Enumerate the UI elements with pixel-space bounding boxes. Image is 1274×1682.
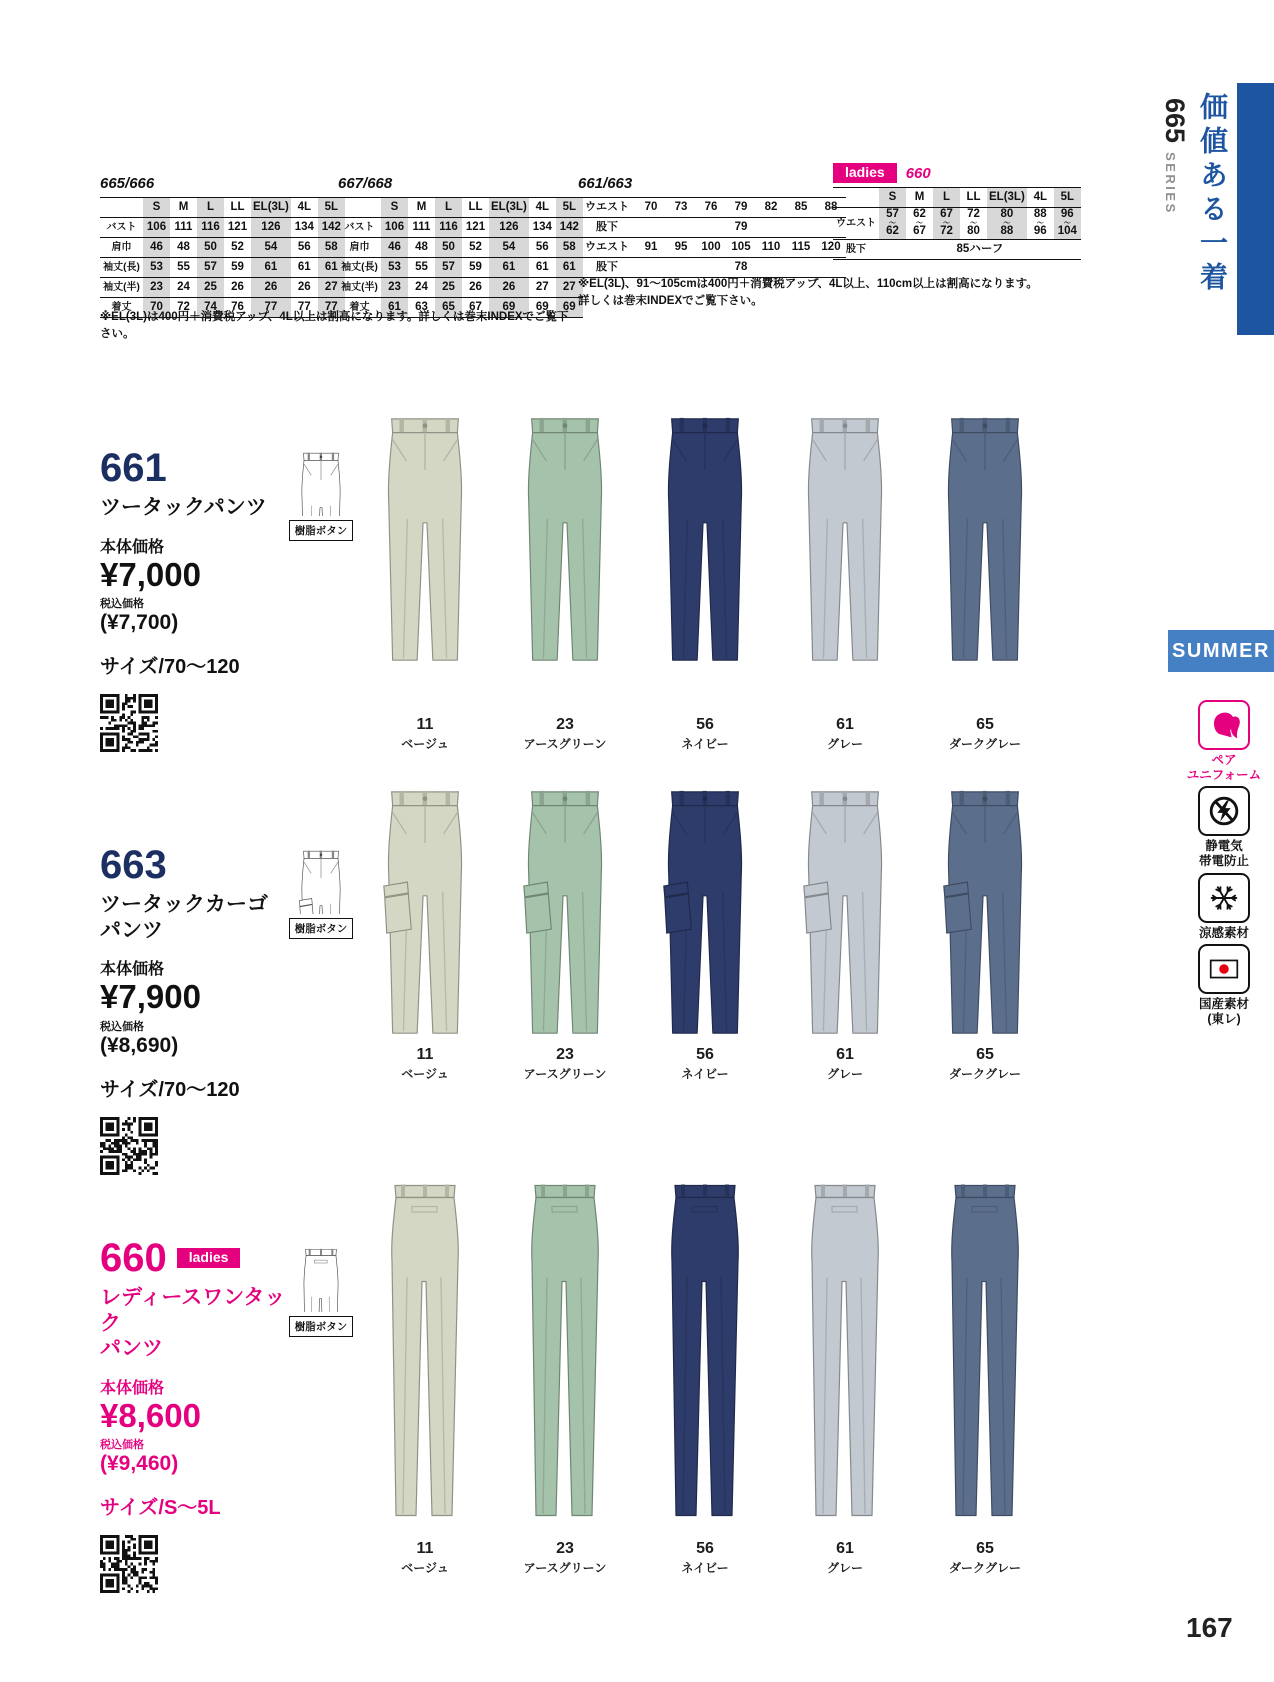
color-code: 11 [416, 1540, 434, 1557]
value-cell: 134 [291, 218, 318, 238]
ladies-badge: ladies [177, 1248, 241, 1269]
row-label: バスト [100, 218, 143, 238]
series-word: SERIES [1163, 152, 1178, 215]
product-code-row [100, 845, 300, 885]
size-header-cell: S [143, 198, 170, 218]
colorway-label [635, 1046, 775, 1082]
pair-uniform-icon [1198, 700, 1250, 750]
size-header-cell: L [435, 198, 462, 218]
value-cell: 61 [489, 258, 529, 278]
value-cell: 23 [381, 278, 408, 298]
value-cell: 53 [381, 258, 408, 278]
size-table-header [100, 172, 345, 194]
value-cell: 26 [224, 278, 251, 298]
series-tagline: 価値ある一着 [1197, 92, 1228, 296]
product-name: ツータックパンツ [100, 496, 267, 519]
row-label: 股下 [578, 218, 636, 238]
size-header-cell: S [381, 198, 408, 218]
color-code: 23 [556, 1046, 574, 1063]
price-label: 本体価格 [100, 1379, 165, 1397]
color-name: ベージュ [401, 1560, 449, 1575]
cool-material-icon [1198, 873, 1250, 923]
size-table [100, 197, 345, 318]
pants-line-drawing [285, 848, 357, 914]
feature-label-line: (東レ) [1207, 1011, 1241, 1026]
tax-price: (¥9,460) [100, 1452, 179, 1476]
colorway-label [775, 1046, 915, 1082]
size-table-title: 667/668 [338, 174, 393, 192]
row-label: 袖丈(長) [338, 258, 381, 278]
feature-label [1176, 926, 1272, 941]
value-cell: 116 [197, 218, 224, 238]
value-cell: 24 [408, 278, 435, 298]
color-name: ダークグレー [948, 1560, 1021, 1575]
value-cell: 72 [170, 298, 197, 318]
value-cell: 111 [170, 218, 197, 238]
value-cell: 61 [291, 258, 318, 278]
product-name: ツータックカーゴ [100, 893, 268, 916]
value-cell: 57 〜 62 [879, 208, 906, 240]
color-code: 23 [556, 716, 574, 733]
summer-badge: SUMMER [1168, 630, 1274, 672]
qr-code [100, 1117, 158, 1175]
value-cell: 50 [435, 238, 462, 258]
feature-anti-static [1176, 786, 1272, 869]
product-code: 661 [100, 446, 167, 490]
colorway-label [915, 1540, 1055, 1576]
tax-price-label: 税込価格 [100, 598, 144, 611]
row-label: 袖丈(長) [100, 258, 143, 278]
value-cell: 80 〜 88 [987, 208, 1027, 240]
value-cell: 55 [408, 258, 435, 278]
value-cell: 48 [170, 238, 197, 258]
size-range: サイズ/S〜5L [100, 1497, 221, 1520]
value-cell: 82 [756, 198, 786, 218]
value-cell: 54 [489, 238, 529, 258]
value-cell: 25 [435, 278, 462, 298]
size-header-cell: LL [960, 188, 987, 208]
color-code: 23 [556, 1540, 574, 1557]
color-name: ベージュ [401, 1066, 449, 1081]
color-name: アースグリーン [523, 1066, 607, 1081]
anti-static-icon [1198, 786, 1250, 836]
pants-image-660-56 [635, 1168, 775, 1536]
tax-price: (¥8,690) [100, 1033, 179, 1057]
colorway-label [915, 1046, 1055, 1082]
color-code: 65 [976, 1540, 994, 1557]
pants-line-drawing [285, 1246, 357, 1312]
color-name: グレー [826, 736, 863, 751]
value-cell: 72 〜 80 [960, 208, 987, 240]
colorway-label [915, 716, 1055, 752]
resin-button-note: 樹脂ボタン [289, 1316, 354, 1337]
color-name: ネイビー [681, 736, 729, 751]
value-cell: 110 [756, 238, 786, 258]
feature-label-line: ペア [1211, 753, 1237, 767]
color-code: 56 [696, 1540, 714, 1557]
feature-label-line: 帯電防止 [1198, 853, 1249, 868]
value-cell: 26 [291, 278, 318, 298]
size-header-cell: L [933, 188, 960, 208]
value-cell: 58 [318, 238, 345, 258]
product-name: パンツ [100, 1337, 163, 1361]
feature-label [1176, 753, 1272, 783]
size-header-cell: EL(3L) [987, 188, 1027, 208]
colorway-label [355, 716, 495, 752]
colorway-label [495, 1046, 635, 1082]
product-663 [100, 845, 300, 1175]
value-cell: 78 [636, 258, 846, 278]
pants-image-661-23 [495, 413, 635, 668]
value-cell: 27 [529, 278, 556, 298]
value-cell: 88 [816, 198, 846, 218]
product-price: ¥8,600 [100, 1396, 201, 1434]
thumb-660 [276, 1246, 366, 1337]
value-cell: 61 [318, 258, 345, 278]
value-cell: 79 [726, 198, 756, 218]
value-cell: 100 [696, 238, 726, 258]
color-name: グレー [826, 1560, 863, 1575]
row-label: 股下 [833, 240, 879, 260]
colorway-label [495, 716, 635, 752]
color-name: ダークグレー [948, 736, 1021, 751]
value-cell: 62 〜 67 [906, 208, 933, 240]
color-name: アースグリーン [523, 736, 607, 751]
feature-label-line: 国産素材 [1198, 997, 1249, 1011]
feature-label-line: 涼感素材 [1198, 926, 1249, 940]
value-cell: 27 [556, 278, 583, 298]
value-cell: 48 [408, 238, 435, 258]
row-label: ウエスト [578, 198, 636, 218]
size-header-cell: 4L [291, 198, 318, 218]
value-cell: 77 [251, 298, 291, 318]
colorway-label [355, 1046, 495, 1082]
product-name: パンツ [100, 918, 163, 942]
pants-image-660-11 [355, 1168, 495, 1536]
corner-cell [100, 198, 143, 218]
value-cell: 26 [489, 278, 529, 298]
value-cell: 54 [251, 238, 291, 258]
feature-label [1176, 839, 1272, 869]
value-cell: 50 [197, 238, 224, 258]
page-number: 167 [1186, 1612, 1233, 1643]
colorway-label [775, 716, 915, 752]
value-cell: 77 [318, 298, 345, 318]
resin-button-note: 樹脂ボタン [289, 918, 354, 939]
value-cell: 126 [489, 218, 529, 238]
value-cell: 77 [291, 298, 318, 318]
resin-button-note: 樹脂ボタン [289, 520, 354, 541]
size-table-header [578, 172, 846, 194]
product-code: 663 [100, 843, 167, 887]
value-cell: 55 [170, 258, 197, 278]
row-label: バスト [338, 218, 381, 238]
value-cell: 59 [462, 258, 489, 278]
feature-label [1176, 997, 1272, 1027]
pants-line-drawing [285, 450, 357, 516]
value-cell: 121 [462, 218, 489, 238]
size-header-cell: L [197, 198, 224, 218]
pants-image-663-65 [915, 786, 1055, 1041]
row-label: ウエスト [578, 238, 636, 258]
value-cell: 70 [143, 298, 170, 318]
series-accent-bar [1237, 83, 1274, 335]
pants-image-660-23 [495, 1168, 635, 1536]
size-table-661-663 [578, 172, 846, 278]
colorway-label [775, 1540, 915, 1576]
size-footnote-2 [578, 276, 1038, 309]
row-label: 肩巾 [100, 238, 143, 258]
row-label: 袖丈(半) [100, 278, 143, 298]
value-cell: 91 [636, 238, 666, 258]
pants-image-661-61 [775, 413, 915, 668]
tax-price-label: 税込価格 [100, 1439, 144, 1452]
value-cell: 70 [636, 198, 666, 218]
row-label: 肩巾 [338, 238, 381, 258]
value-cell: 63 [408, 298, 435, 318]
product-code: 660 [100, 1236, 167, 1280]
size-header-cell: 4L [1027, 188, 1054, 208]
size-header-cell: EL(3L) [489, 198, 529, 218]
colorway-label [495, 1540, 635, 1576]
value-cell: 95 [666, 238, 696, 258]
value-cell: 116 [435, 218, 462, 238]
value-cell: 69 [489, 298, 529, 318]
value-cell: 56 [529, 238, 556, 258]
feature-label-line: ユニフォーム [1186, 767, 1262, 782]
color-name: ダークグレー [948, 1066, 1021, 1081]
value-cell: 76 [696, 198, 726, 218]
value-cell: 61 [529, 258, 556, 278]
row-label: 着丈 [338, 298, 381, 318]
color-name: グレー [826, 1066, 863, 1081]
thumb-663 [276, 848, 366, 939]
product-price: ¥7,900 [100, 978, 201, 1016]
color-name: ネイビー [681, 1066, 729, 1081]
color-code: 56 [696, 716, 714, 733]
pants-image-661-65 [915, 413, 1055, 668]
product-660 [100, 1238, 300, 1593]
size-header-cell: M [906, 188, 933, 208]
value-cell: 121 [224, 218, 251, 238]
feature-pair-uniform [1176, 700, 1272, 783]
value-cell: 134 [529, 218, 556, 238]
size-header-cell: 5L [556, 198, 583, 218]
value-cell: 142 [318, 218, 345, 238]
product-code-row [100, 1238, 300, 1278]
row-label: 着丈 [100, 298, 143, 318]
color-name: ネイビー [681, 1560, 729, 1575]
value-cell: 74 [197, 298, 224, 318]
value-cell: 46 [381, 238, 408, 258]
size-table [578, 197, 846, 278]
value-cell: 106 [143, 218, 170, 238]
size-header-cell: 5L [1054, 188, 1081, 208]
size-range: サイズ/70〜120 [100, 1078, 240, 1101]
colorway-label [355, 1540, 495, 1576]
size-table-title: 665/666 [100, 174, 155, 192]
feature-domestic-material [1176, 944, 1272, 1027]
size-header-cell: 5L [318, 198, 345, 218]
size-header-cell: 4L [529, 198, 556, 218]
value-cell: 27 [318, 278, 345, 298]
series-number-label [1159, 98, 1190, 215]
size-header-cell: M [170, 198, 197, 218]
value-cell: 59 [224, 258, 251, 278]
value-cell: 67 〜 72 [933, 208, 960, 240]
value-cell: 126 [251, 218, 291, 238]
value-cell: 57 [197, 258, 224, 278]
row-label: ウエスト [833, 208, 879, 240]
size-footnote-2-line2: 詳しくは巻末INDEXでご覧下さい。 [578, 294, 763, 307]
corner-cell [833, 188, 879, 208]
value-cell: 61 [251, 258, 291, 278]
tax-price: (¥7,700) [100, 611, 179, 635]
color-code: 61 [836, 1046, 854, 1063]
corner-cell [338, 198, 381, 218]
pants-image-660-61 [775, 1168, 915, 1536]
size-table-667-668 [338, 172, 583, 318]
color-code: 65 [976, 716, 994, 733]
qr-code [100, 1535, 158, 1593]
color-code: 61 [836, 716, 854, 733]
color-code: 65 [976, 1046, 994, 1063]
value-cell: 79 [636, 218, 846, 238]
color-code: 56 [696, 1046, 714, 1063]
value-cell: 23 [143, 278, 170, 298]
value-cell: 24 [170, 278, 197, 298]
series-number: 665 [1160, 98, 1190, 144]
color-code: 11 [416, 716, 434, 733]
qr-code [100, 694, 158, 752]
size-table-title: 661/663 [578, 174, 633, 192]
size-range: サイズ/70〜120 [100, 656, 240, 679]
product-price: ¥7,000 [100, 555, 201, 593]
value-cell: 69 [556, 298, 583, 318]
size-header-cell: LL [462, 198, 489, 218]
pants-image-663-11 [355, 786, 495, 1041]
row-label: 股下 [578, 258, 636, 278]
pants-image-660-65 [915, 1168, 1055, 1536]
value-cell: 61 [381, 298, 408, 318]
color-name: ベージュ [401, 736, 449, 751]
value-cell: 120 [816, 238, 846, 258]
value-cell: 106 [381, 218, 408, 238]
size-table-header [338, 172, 583, 194]
color-name: アースグリーン [523, 1560, 607, 1575]
color-code: 11 [416, 1046, 434, 1063]
value-cell: 52 [462, 238, 489, 258]
size-header-cell: EL(3L) [251, 198, 291, 218]
value-cell: 53 [143, 258, 170, 278]
size-header-cell: M [408, 198, 435, 218]
pants-image-663-23 [495, 786, 635, 1041]
pants-image-661-11 [355, 413, 495, 668]
value-cell: 85ハーフ [879, 240, 1081, 260]
value-cell: 73 [666, 198, 696, 218]
product-code-row [100, 448, 300, 488]
value-cell: 46 [143, 238, 170, 258]
value-cell: 115 [786, 238, 816, 258]
value-cell: 52 [224, 238, 251, 258]
row-label: 袖丈(半) [338, 278, 381, 298]
price-label: 本体価格 [100, 538, 165, 556]
tax-price-label: 税込価格 [100, 1020, 144, 1033]
product-name: レディースワンタック [100, 1286, 286, 1335]
product-661 [100, 448, 300, 752]
size-header-cell: S [879, 188, 906, 208]
domestic-material-icon [1198, 944, 1250, 994]
size-header-cell: LL [224, 198, 251, 218]
value-cell: 57 [435, 258, 462, 278]
thumb-661 [276, 450, 366, 541]
price-label: 本体価格 [100, 961, 165, 979]
value-cell: 69 [529, 298, 556, 318]
value-cell: 76 [224, 298, 251, 318]
value-cell: 85 [786, 198, 816, 218]
value-cell: 56 [291, 238, 318, 258]
size-footnote-2-line1: ※EL(3L)、91〜105cmは400円＋消費税アップ、4L以上、110cm以上は割高になります。 [578, 278, 1038, 290]
size-table-665-666 [100, 172, 345, 318]
size-table-header [833, 162, 1081, 184]
value-cell: 65 [435, 298, 462, 318]
value-cell: 105 [726, 238, 756, 258]
value-cell: 96 〜 104 [1054, 208, 1081, 240]
size-table [338, 197, 583, 318]
value-cell: 88 〜 96 [1027, 208, 1054, 240]
value-cell: 26 [462, 278, 489, 298]
colorway-label [635, 1540, 775, 1576]
pants-image-663-56 [635, 786, 775, 1041]
size-table-title: 660 [905, 164, 931, 182]
color-code: 61 [836, 1540, 854, 1557]
value-cell: 111 [408, 218, 435, 238]
value-cell: 61 [556, 258, 583, 278]
size-table [833, 187, 1081, 260]
value-cell: 25 [197, 278, 224, 298]
value-cell: 67 [462, 298, 489, 318]
feature-label-line: 静電気 [1205, 839, 1243, 853]
pants-image-661-56 [635, 413, 775, 668]
feature-cool-material [1176, 873, 1272, 941]
size-table-660-ladies [833, 162, 1081, 260]
size-footnote-1: ※EL(3L)は400円＋消費税アップ、4L以上は割高になります。詳しくは巻末INDEXでご覧下さい。 [100, 311, 569, 340]
value-cell: 58 [556, 238, 583, 258]
value-cell: 26 [251, 278, 291, 298]
ladies-badge: ladies [833, 163, 897, 184]
value-cell: 142 [556, 218, 583, 238]
pants-image-663-61 [775, 786, 915, 1041]
colorway-label [635, 716, 775, 752]
